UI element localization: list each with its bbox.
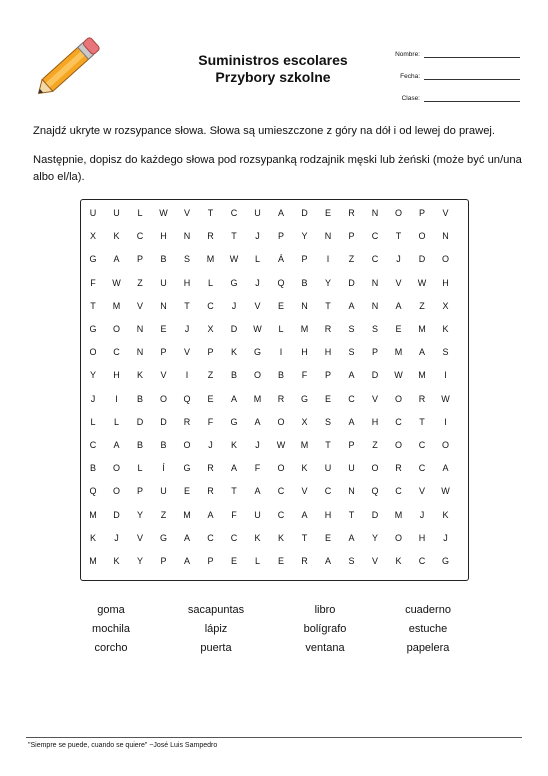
grid-letter[interactable]: A (183, 532, 190, 543)
grid-letter[interactable]: D (230, 324, 238, 334)
word-list-item: bolígrafo (303, 623, 347, 635)
grid-letter[interactable]: N (442, 231, 449, 242)
grid-letter[interactable]: K (89, 532, 96, 543)
grid-letter[interactable]: T (184, 300, 190, 311)
grid-letter[interactable]: V (301, 486, 308, 497)
grid-letter[interactable]: E (230, 556, 237, 566)
grid-letter[interactable]: I (444, 416, 447, 427)
grid-letter[interactable]: T (325, 440, 331, 450)
grid-letter[interactable]: S (183, 254, 190, 265)
grid-letter[interactable]: P (301, 254, 308, 265)
grid-letter[interactable]: U (254, 509, 261, 520)
grid-letter[interactable]: M (394, 509, 403, 520)
word-list-item: cuaderno (405, 604, 451, 616)
grid-letter[interactable]: K (230, 347, 237, 358)
grid-letter[interactable]: O (183, 440, 191, 450)
grid-letter[interactable]: J (419, 509, 425, 520)
grid-letter[interactable]: G (441, 556, 449, 566)
grid-letter[interactable]: B (136, 440, 143, 450)
grid-letter[interactable]: Z (160, 509, 167, 520)
grid-letter[interactable]: X (442, 300, 449, 311)
word-list-item: mochila (92, 623, 130, 635)
grid-letter[interactable]: J (90, 393, 96, 404)
grid-letter[interactable]: B (301, 277, 308, 288)
grid-letter[interactable]: J (184, 324, 190, 334)
grid-letter[interactable]: C (89, 440, 97, 450)
grid-letter[interactable]: P (324, 370, 331, 381)
instruction-find-words: Znajdź ukryte w rozsypance słowa. Słowa są umieszczone z góry na dół i od lewej do prawej. (33, 125, 496, 137)
grid-letter[interactable]: C (395, 486, 402, 497)
grid-letter[interactable]: C (418, 440, 426, 450)
grid-letter[interactable]: D (371, 509, 379, 520)
grid-letter[interactable]: E (395, 324, 402, 334)
grid-letter[interactable]: K (136, 370, 143, 381)
footer-divider (26, 737, 522, 738)
word-list-item: lápiz (204, 623, 228, 635)
grid-letter[interactable]: V (136, 532, 143, 543)
grid-letter[interactable]: S (371, 324, 378, 334)
grid-letter[interactable]: B (160, 254, 167, 265)
word-list-item: sacapuntas (187, 604, 245, 616)
grid-letter[interactable]: S (348, 324, 355, 334)
grid-letter[interactable]: N (160, 300, 167, 311)
grid-letter[interactable]: G (183, 463, 191, 474)
grid-letter[interactable]: D (113, 509, 120, 520)
word-list-item: libro (314, 604, 336, 616)
grid-letter[interactable]: V (183, 208, 190, 218)
grid-letter[interactable]: B (89, 463, 96, 474)
grid-letter[interactable]: N (183, 231, 191, 242)
grid-letter[interactable]: A (418, 347, 425, 358)
grid-letter[interactable]: A (207, 509, 214, 520)
grid-letter[interactable]: J (114, 532, 119, 543)
grid-letter[interactable]: U (113, 208, 120, 218)
grid-letter[interactable]: D (348, 277, 355, 288)
grid-letter[interactable]: F (231, 509, 237, 520)
grid-letter[interactable]: M (418, 324, 426, 334)
grid-letter[interactable]: A (348, 300, 355, 311)
date-label: Fecha: (400, 73, 420, 80)
grid-letter[interactable]: O (277, 416, 285, 427)
grid-letter[interactable]: Á (277, 254, 284, 265)
grid-letter[interactable]: G (300, 393, 308, 404)
grid-letter[interactable]: R (395, 463, 402, 474)
grid-letter[interactable]: I (185, 370, 189, 381)
grid-letter[interactable]: T (207, 208, 214, 218)
grid-letter[interactable]: Í (162, 463, 165, 474)
grid-letter[interactable]: P (348, 440, 355, 450)
word-list-item: papelera (406, 642, 450, 654)
grid-letter[interactable]: L (113, 416, 119, 427)
grid-letter[interactable]: T (395, 231, 402, 242)
grid-letter[interactable]: R (207, 463, 214, 474)
grid-letter[interactable]: P (348, 231, 355, 242)
word-list-item: corcho (94, 642, 128, 654)
grid-letter[interactable]: E (324, 393, 331, 404)
grid-letter[interactable]: H (113, 370, 120, 381)
grid-letter[interactable]: C (418, 556, 426, 566)
grid-letter[interactable]: C (230, 208, 238, 218)
grid-letter[interactable]: N (371, 300, 379, 311)
grid-letter[interactable]: A (113, 440, 120, 450)
grid-letter[interactable]: A (113, 254, 120, 265)
grid-letter[interactable]: Q (371, 486, 379, 497)
grid-letter[interactable]: X (207, 324, 214, 334)
grid-letter[interactable]: O (89, 347, 97, 358)
grid-letter[interactable]: Y (136, 556, 143, 566)
grid-letter[interactable]: P (160, 556, 167, 566)
grid-letter[interactable]: N (371, 208, 379, 218)
date-row (380, 58, 520, 80)
grid-letter[interactable]: C (371, 254, 379, 265)
grid-letter[interactable]: I (444, 370, 447, 381)
grid-letter[interactable]: J (255, 231, 260, 242)
grid-letter[interactable]: Z (207, 370, 214, 381)
grid-letter[interactable]: U (324, 463, 332, 474)
grid-letter[interactable]: L (90, 416, 96, 427)
grid-letter[interactable]: W (394, 370, 403, 381)
title-polish: Przybory szkolne (215, 69, 331, 85)
grid-letter[interactable]: N (371, 277, 379, 288)
grid-letter[interactable]: W (112, 277, 121, 288)
grid-letter[interactable]: G (230, 277, 238, 288)
grid-letter[interactable]: E (324, 208, 331, 218)
grid-letter[interactable]: S (324, 416, 331, 427)
grid-letter[interactable]: T (348, 509, 355, 520)
grid-letter[interactable]: O (159, 393, 167, 404)
grid-letter[interactable]: Q (183, 393, 191, 404)
grid-letter[interactable]: K (277, 532, 284, 543)
grid-letter[interactable]: L (137, 463, 143, 474)
grid-letter[interactable]: H (324, 509, 332, 520)
grid-letter[interactable]: W (159, 208, 168, 218)
grid-letter[interactable]: D (160, 416, 167, 427)
grid-letter[interactable]: X (89, 231, 96, 242)
grid-letter[interactable]: O (112, 463, 120, 474)
grid-letter[interactable]: E (183, 486, 190, 497)
grid-letter[interactable]: O (394, 393, 402, 404)
grid-letter[interactable]: U (348, 463, 355, 474)
grid-letter[interactable]: R (418, 393, 426, 404)
grid-letter[interactable]: N (136, 347, 144, 358)
grid-letter[interactable]: R (207, 486, 214, 497)
grid-letter[interactable]: V (136, 300, 143, 311)
grid-letter[interactable]: B (160, 440, 167, 450)
class-label: Clase: (401, 95, 420, 102)
grid-letter[interactable]: M (183, 509, 191, 520)
word-search-grid (80, 199, 469, 581)
grid-letter[interactable]: L (137, 208, 143, 218)
grid-letter[interactable]: C (277, 486, 285, 497)
grid-letter[interactable]: V (254, 300, 261, 311)
grid-letter[interactable]: O (394, 208, 402, 218)
grid-letter[interactable]: R (207, 231, 214, 242)
grid-letter[interactable]: N (348, 486, 355, 497)
grid-letter[interactable]: N (136, 324, 144, 334)
grid-letter[interactable]: I (326, 254, 330, 265)
grid-letter[interactable]: O (112, 324, 120, 334)
grid-letter[interactable]: W (276, 440, 286, 450)
grid-letter[interactable]: A (348, 532, 355, 543)
grid-letter[interactable]: A (301, 509, 308, 520)
grid-letter[interactable]: C (113, 347, 120, 358)
grid-letter[interactable]: D (418, 254, 426, 265)
grid-letter[interactable]: M (418, 370, 426, 381)
grid-letter[interactable]: O (371, 463, 379, 474)
grid-letter[interactable]: H (418, 532, 426, 543)
class-field[interactable] (424, 93, 520, 102)
grid-letter[interactable]: C (277, 509, 285, 520)
name-row (380, 36, 520, 58)
grid-letter[interactable]: P (277, 231, 284, 242)
name-label: Nombre: (395, 51, 420, 58)
grid-letter[interactable]: C (136, 231, 144, 242)
grid-letter[interactable]: Y (371, 532, 378, 543)
grid-letter[interactable]: K (395, 556, 402, 566)
grid-letter[interactable]: E (160, 324, 167, 334)
grid-letter[interactable]: L (207, 277, 213, 288)
grid-letter[interactable]: C (324, 486, 332, 497)
grid-letter[interactable]: P (160, 347, 167, 358)
grid-letter[interactable]: O (441, 254, 449, 265)
grid-letter[interactable]: K (442, 324, 449, 334)
grid-letter[interactable]: E (324, 532, 331, 543)
grid-letter[interactable]: E (277, 556, 284, 566)
grid-letter[interactable]: T (301, 532, 308, 543)
grid-letter[interactable]: J (208, 440, 213, 450)
grid-letter[interactable]: V (442, 208, 449, 218)
grid-letter[interactable]: F (301, 370, 308, 381)
grid-letter[interactable]: O (441, 440, 449, 450)
grid-letter[interactable]: T (419, 416, 425, 427)
grid-letter[interactable]: A (254, 416, 261, 427)
grid-letter[interactable]: R (324, 324, 332, 334)
grid-letter[interactable]: N (324, 231, 332, 242)
grid-letter[interactable]: O (253, 370, 261, 381)
grid-letter[interactable]: M (89, 509, 97, 520)
grid-letter[interactable]: E (207, 393, 214, 404)
grid-letter[interactable]: C (230, 532, 238, 543)
instruction-write-articles: Następnie, dopisz do każdego słowa pod rozsypanką rodzajnik męski lub żeński (może być un/una albo el/la). (33, 154, 522, 183)
grid-letter[interactable]: O (112, 486, 120, 497)
grid-letter[interactable]: V (371, 393, 378, 404)
grid-letter[interactable]: M (300, 440, 309, 450)
grid-letter[interactable]: L (254, 254, 260, 265)
grid-letter[interactable]: W (441, 486, 450, 497)
grid-letter[interactable]: P (418, 208, 425, 218)
grid-letter[interactable]: T (90, 300, 96, 311)
grid-letter[interactable]: H (442, 277, 449, 288)
grid-letter[interactable]: T (231, 486, 237, 497)
pencil-icon (28, 28, 110, 104)
grid-letter[interactable]: U (254, 208, 261, 218)
grid-letter[interactable]: X (301, 416, 308, 427)
grid-letter[interactable]: C (371, 231, 379, 242)
grid-letter[interactable]: P (371, 347, 378, 358)
grid-letter[interactable]: H (324, 347, 332, 358)
grid-letter[interactable]: Z (137, 277, 143, 288)
grid-letter[interactable]: L (254, 556, 260, 566)
grid-letter[interactable]: A (230, 463, 237, 474)
grid-letter[interactable]: Z (372, 440, 378, 450)
grid-letter[interactable]: V (395, 277, 402, 288)
grid-letter[interactable]: S (442, 347, 449, 358)
grid-letter[interactable]: A (395, 300, 402, 311)
grid-letter[interactable]: D (301, 208, 308, 218)
grid-letter[interactable]: G (159, 532, 167, 543)
grid-letter[interactable]: C (418, 463, 426, 474)
name-field[interactable] (424, 49, 520, 58)
grid-letter[interactable]: A (183, 556, 190, 566)
grid-letter[interactable]: B (277, 370, 284, 381)
grid-letter[interactable]: L (278, 324, 284, 334)
grid-letter[interactable]: M (206, 254, 215, 265)
grid-letter[interactable]: K (113, 231, 120, 242)
grid-letter[interactable]: Z (419, 300, 425, 311)
grid-letter[interactable]: A (254, 486, 261, 497)
grid-letter[interactable]: M (112, 300, 121, 311)
grid-letter[interactable]: T (231, 231, 237, 242)
grid-letter[interactable]: Y (301, 231, 308, 242)
grid-letter[interactable]: A (348, 416, 355, 427)
footer-quote: "Siempre se puede, cuando se quiere" ~José Luis Sampedro (28, 742, 218, 749)
grid-letter[interactable]: H (183, 277, 191, 288)
title-spanish: Suministros escolares (198, 52, 348, 68)
grid-letter[interactable]: M (394, 347, 403, 358)
date-field[interactable] (424, 71, 520, 80)
grid-letter[interactable]: D (371, 370, 379, 381)
grid-letter[interactable]: A (277, 208, 284, 218)
grid-letter[interactable]: M (89, 556, 97, 566)
grid-letter[interactable]: O (394, 532, 402, 543)
grid-letter[interactable]: F (90, 277, 96, 288)
grid-letter[interactable]: R (301, 556, 308, 566)
grid-letter[interactable]: K (230, 440, 237, 450)
grid-letter[interactable]: G (89, 254, 97, 265)
grid-letter[interactable]: I (115, 393, 118, 404)
grid-letter[interactable]: A (442, 463, 449, 474)
grid-letter[interactable]: G (253, 347, 261, 358)
grid-letter[interactable]: H (160, 231, 167, 242)
grid-letter[interactable]: H (301, 347, 308, 358)
grid-letter[interactable]: O (418, 231, 426, 242)
grid-letter[interactable]: J (443, 532, 448, 543)
grid-letter[interactable]: G (230, 416, 238, 427)
grid-letter[interactable]: U (160, 486, 167, 497)
grid-letter[interactable]: D (136, 416, 144, 427)
grid-letter[interactable]: S (348, 347, 355, 358)
grid-letter[interactable]: Z (348, 254, 355, 265)
grid-letter[interactable]: V (160, 370, 167, 381)
grid-letter[interactable]: P (207, 347, 214, 358)
grid-letter[interactable]: K (254, 532, 261, 543)
grid-letter[interactable]: C (348, 393, 355, 404)
grid-letter[interactable]: U (89, 208, 97, 218)
grid-letter[interactable]: M (300, 324, 309, 334)
class-row (380, 80, 520, 102)
grid-letter[interactable]: G (89, 324, 97, 334)
grid-letter[interactable]: C (207, 532, 214, 543)
grid-letter[interactable]: B (136, 393, 143, 404)
grid-letter[interactable]: W (441, 393, 450, 404)
grid-letter[interactable]: M (253, 393, 262, 404)
grid-letter[interactable]: R (277, 393, 285, 404)
grid-letter[interactable]: C (395, 416, 402, 427)
grid-letter[interactable]: B (230, 370, 237, 381)
word-list-item: puerta (200, 642, 232, 654)
grid-letter[interactable]: P (136, 486, 143, 497)
grid-letter[interactable]: V (418, 486, 425, 497)
grid-letter[interactable]: J (255, 440, 260, 450)
grid-letter[interactable]: J (231, 300, 237, 311)
word-list-item: estuche (408, 623, 448, 635)
grid-letter[interactable]: Q (277, 277, 285, 288)
grid-letter[interactable]: F (207, 416, 214, 427)
grid-letter[interactable]: W (253, 324, 262, 334)
grid-letter[interactable]: H (371, 416, 379, 427)
grid-letter[interactable]: P (207, 556, 214, 566)
grid-letter[interactable]: A (348, 370, 355, 381)
student-info-fields (380, 36, 520, 102)
grid-letter[interactable]: U (160, 277, 167, 288)
grid-letter[interactable]: V (371, 556, 378, 566)
grid-letter[interactable]: A (324, 556, 331, 566)
grid-letter[interactable]: V (183, 347, 190, 358)
page-title (150, 52, 396, 86)
grid-letter[interactable]: Q (89, 486, 97, 497)
grid-letter[interactable]: N (301, 300, 308, 311)
grid-letter[interactable]: J (396, 254, 401, 265)
grid-letter[interactable]: S (348, 556, 355, 566)
word-list-item: ventana (305, 642, 345, 654)
grid-letter[interactable]: J (255, 277, 260, 288)
grid-letter[interactable]: Y (324, 277, 331, 288)
grid-letter[interactable]: K (301, 463, 308, 474)
grid-letter[interactable]: O (277, 463, 285, 474)
grid-letter[interactable]: W (229, 254, 239, 265)
grid-letter[interactable]: I (279, 347, 283, 358)
grid-letter[interactable]: R (348, 208, 355, 218)
grid-letter[interactable]: O (394, 440, 402, 450)
grid-letter[interactable]: W (417, 277, 427, 288)
grid-letter[interactable]: R (183, 416, 191, 427)
grid-letter[interactable]: Y (89, 370, 96, 381)
grid-letter[interactable]: K (113, 556, 120, 566)
grid-letter[interactable]: F (254, 463, 261, 474)
grid-letter[interactable]: E (277, 300, 284, 311)
grid-letter[interactable]: K (442, 509, 449, 520)
word-list-item: goma (97, 604, 125, 616)
grid-letter[interactable]: C (207, 300, 214, 311)
grid-letter[interactable]: T (325, 300, 331, 311)
grid-letter[interactable]: P (136, 254, 143, 265)
grid-letter[interactable]: A (230, 393, 237, 404)
grid-letter[interactable]: Y (136, 509, 143, 520)
